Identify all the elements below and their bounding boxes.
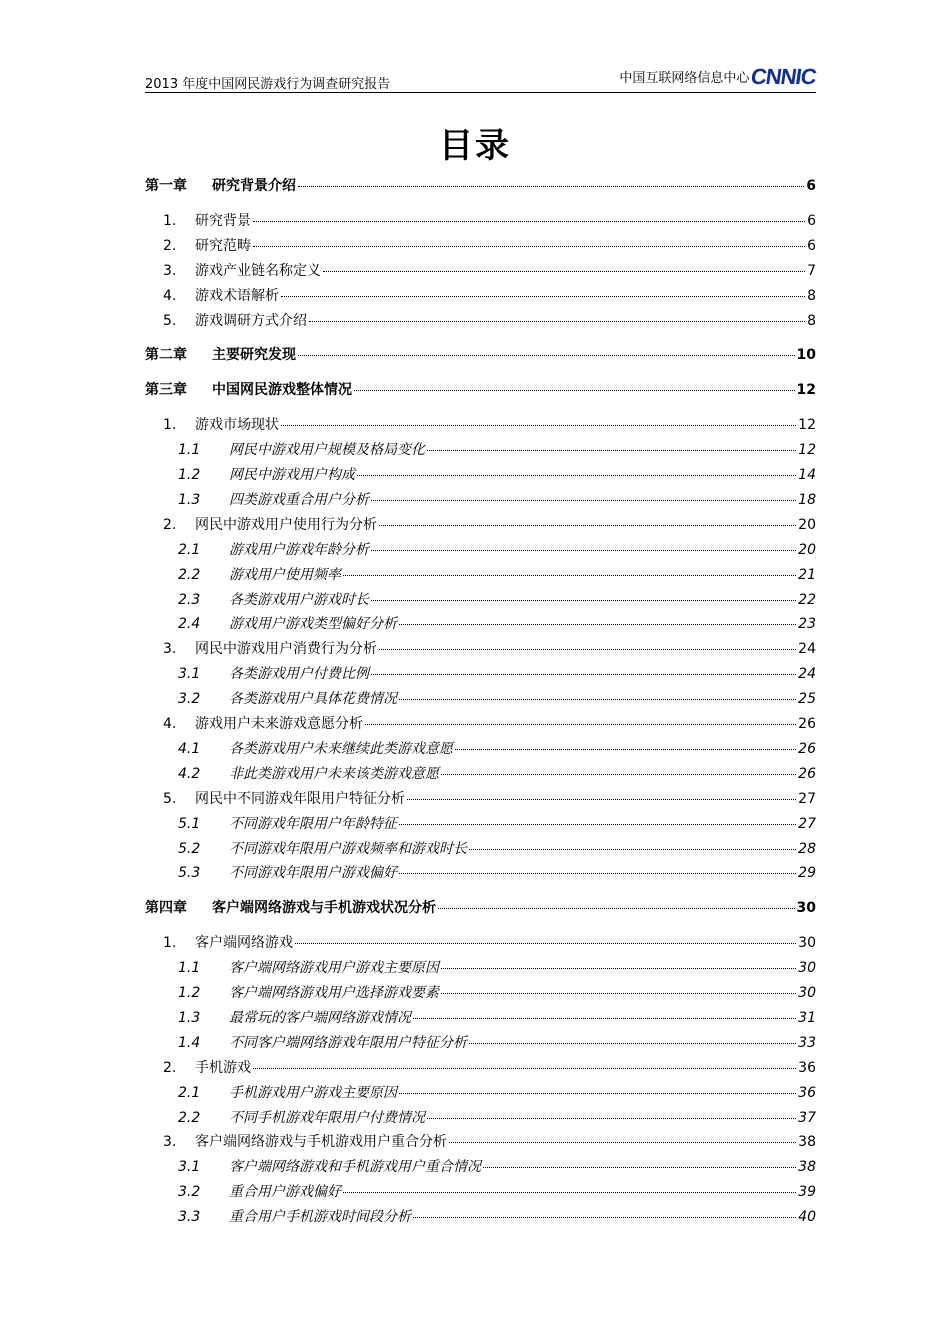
toc-entry-title: 网民中游戏用户消费行为分析 <box>195 641 377 658</box>
toc-dot-leader <box>354 390 795 391</box>
toc-entry-sec[interactable] <box>145 312 816 330</box>
toc-entry-title: 不同手机游戏年限用户付费情况 <box>229 1109 425 1126</box>
toc-dot-leader <box>371 600 796 601</box>
toc-entry-title: 重合用户游戏偏好 <box>229 1184 341 1201</box>
toc-dot-leader <box>407 799 796 800</box>
toc-entry-sec[interactable] <box>145 416 816 434</box>
toc-entry-sec[interactable] <box>145 934 816 952</box>
toc-entry-page: 14 <box>798 467 816 483</box>
toc-entry-page: 7 <box>807 262 816 279</box>
toc-dot-leader <box>309 321 805 322</box>
toc-dot-leader <box>455 749 796 750</box>
toc-entry-title: 游戏用户游戏类型偏好分析 <box>229 616 397 633</box>
toc-dot-leader <box>441 774 796 775</box>
toc-entry-page: 18 <box>798 491 816 508</box>
toc-dot-leader <box>413 1018 796 1019</box>
toc-entry-sub[interactable] <box>145 441 816 459</box>
toc-dot-leader <box>323 271 805 272</box>
toc-entry-number: 5.2 <box>178 840 201 857</box>
toc-entry-title: 手机游戏 <box>195 1059 251 1076</box>
toc-entry-title: 游戏用户使用频率 <box>229 566 341 583</box>
toc-entry-sub[interactable] <box>145 1009 816 1027</box>
toc-entry-title: 各类游戏用户具体花费情况 <box>229 691 397 708</box>
toc-entry-page: 8 <box>807 287 816 304</box>
toc-entry-page: 21 <box>798 566 816 583</box>
toc-entry-page: 23 <box>798 616 816 633</box>
toc-entry-page: 31 <box>798 1009 816 1026</box>
toc-entry-number: 3.1 <box>178 666 201 683</box>
toc-entry-sub[interactable] <box>145 665 816 683</box>
toc-entry-number: 4. <box>163 716 177 732</box>
page-header <box>145 66 816 93</box>
toc-entry-page: 12 <box>798 442 816 459</box>
toc-entry-sub[interactable] <box>145 1158 816 1176</box>
toc-entry-page: 6 <box>806 178 816 194</box>
toc-dot-leader <box>371 500 796 501</box>
toc-entry-chapter[interactable] <box>145 899 816 917</box>
toc-entry-number: 2. <box>163 516 177 533</box>
toc-dot-leader <box>379 525 796 526</box>
toc-entry-number: 1. <box>163 212 177 229</box>
toc-entry-sub[interactable] <box>145 1034 816 1052</box>
toc-dot-leader <box>253 221 805 222</box>
toc-entry-title: 客户端网络游戏与手机游戏状况分析 <box>212 900 436 917</box>
toc-entry-page: 30 <box>796 900 816 917</box>
toc-dot-leader <box>441 993 796 994</box>
toc-entry-number: 1.1 <box>178 442 201 459</box>
toc-entry-page: 20 <box>798 541 816 558</box>
toc-title: 目录 <box>439 126 511 166</box>
toc-entry-number: 4.1 <box>178 740 201 757</box>
toc-entry-title: 游戏用户未来游戏意愿分析 <box>195 716 363 732</box>
toc-entry-page: 6 <box>807 212 816 229</box>
toc-entry-number: 2.1 <box>178 541 201 558</box>
toc-entry-title: 手机游戏用户游戏主要原因 <box>229 1084 397 1101</box>
toc-dot-leader <box>371 550 796 551</box>
toc-entry-page: 30 <box>798 935 816 952</box>
toc-dot-leader <box>413 1217 796 1218</box>
toc-entry-title: 游戏产业链名称定义 <box>195 262 321 279</box>
toc-entry-sec[interactable] <box>145 715 816 733</box>
toc-entry-number: 2.2 <box>178 1109 201 1126</box>
toc-entry-page: 30 <box>798 960 816 977</box>
toc-entry-number: 3.2 <box>178 691 201 708</box>
toc-entry-sub[interactable] <box>145 959 816 977</box>
toc-entry-title: 各类游戏用户未来继续此类游戏意愿 <box>229 740 453 757</box>
toc-entry-page: 36 <box>798 1059 816 1076</box>
toc-dot-leader <box>379 649 796 650</box>
toc-entry-page: 39 <box>798 1184 816 1201</box>
toc-entry-title: 研究背景介绍 <box>212 178 296 194</box>
toc-dot-leader <box>343 1192 796 1193</box>
toc-entry-title: 四类游戏重合用户分析 <box>229 491 369 508</box>
toc-entry-number: 3. <box>163 262 177 279</box>
toc-entry-title: 各类游戏用户游戏时长 <box>229 591 369 608</box>
toc-entry-number: 第二章 <box>145 347 187 364</box>
toc-entry-sub[interactable] <box>145 690 816 708</box>
toc-dot-leader <box>449 1142 796 1143</box>
toc-entry-number: 2. <box>163 1059 177 1076</box>
toc-dot-leader <box>399 699 796 700</box>
toc-entry-sub[interactable] <box>145 1183 816 1201</box>
toc-entry-page: 22 <box>798 591 816 608</box>
toc-entry-number: 2.1 <box>178 1084 201 1101</box>
toc-dot-leader <box>399 824 796 825</box>
toc-entry-sub[interactable] <box>145 864 816 882</box>
toc-entry-page: 27 <box>798 790 816 807</box>
toc-entry-sub[interactable] <box>145 591 816 609</box>
toc-dot-leader <box>438 908 795 909</box>
toc-entry-number: 3. <box>163 641 177 658</box>
toc-entry-title: 网民中游戏用户构成 <box>229 467 355 483</box>
toc-entry-page: 12 <box>796 382 816 399</box>
toc-entry-number: 2.3 <box>178 591 201 608</box>
toc-entry-sec[interactable] <box>145 790 816 808</box>
toc-dot-leader <box>441 968 796 969</box>
toc-entry-number: 1.3 <box>178 1009 201 1026</box>
toc-entry-sub[interactable] <box>145 765 816 783</box>
toc-entry-page: 20 <box>798 516 816 533</box>
toc-entry-title: 不同游戏年限用户游戏偏好 <box>229 865 397 882</box>
toc-entry-page: 26 <box>798 740 816 757</box>
toc-entry-page: 36 <box>798 1084 816 1101</box>
toc-entry-title: 客户端网络游戏用户游戏主要原因 <box>229 960 439 977</box>
toc-entry-chapter[interactable] <box>145 381 816 399</box>
toc-entry-sec[interactable] <box>145 212 816 230</box>
toc-dot-leader <box>427 450 796 451</box>
toc-entry-title: 研究背景 <box>195 212 251 229</box>
toc-entry-title: 研究范畴 <box>195 237 251 254</box>
toc-dot-leader <box>253 246 805 247</box>
toc-entry-title: 非此类游戏用户未来该类游戏意愿 <box>229 765 439 782</box>
toc-dot-leader <box>483 1167 796 1168</box>
toc-entry-sub[interactable] <box>145 541 816 559</box>
toc-dot-leader <box>371 674 796 675</box>
toc-entry-number: 5. <box>163 790 177 807</box>
header-org <box>619 66 816 88</box>
toc-entry-page: 24 <box>798 641 816 658</box>
toc-entry-page: 38 <box>798 1134 816 1151</box>
toc-entry-page: 26 <box>798 765 816 782</box>
toc-dot-leader <box>253 1068 796 1069</box>
toc-entry-sec[interactable] <box>145 640 816 658</box>
toc-entry-number: 2. <box>163 237 177 254</box>
toc-dot-leader <box>365 724 796 725</box>
toc-dot-leader <box>427 1118 796 1119</box>
toc-entry-page: 40 <box>798 1209 816 1226</box>
report-title: 2013 年度中国网民游戏行为调查研究报告 <box>145 77 391 92</box>
toc-entry-page: 8 <box>807 312 816 329</box>
toc-dot-leader <box>399 873 796 874</box>
toc-entry-title: 各类游戏用户付费比例 <box>229 666 369 683</box>
toc-entry-number: 3.1 <box>178 1159 201 1176</box>
toc-entry-title: 不同游戏年限用户年龄特征 <box>229 815 397 832</box>
toc-dot-leader <box>469 1043 796 1044</box>
toc-entry-page: 38 <box>798 1159 816 1176</box>
toc-entry-page: 12 <box>798 417 816 434</box>
toc-dot-leader <box>469 849 796 850</box>
toc-entry-number: 第一章 <box>145 178 187 194</box>
toc-entry-number: 5.1 <box>178 815 201 832</box>
toc-dot-leader <box>281 296 805 297</box>
toc-entry-page: 33 <box>798 1034 816 1051</box>
toc-entry-sub[interactable] <box>145 1109 816 1127</box>
toc-dot-leader <box>298 355 795 356</box>
toc-dot-leader <box>399 1093 796 1094</box>
toc-entry-page: 25 <box>798 691 816 708</box>
toc-entry-sec[interactable] <box>145 262 816 280</box>
toc-entry-sub[interactable] <box>145 491 816 509</box>
toc-entry-sec[interactable] <box>145 237 816 255</box>
toc-entry-title: 游戏用户游戏年龄分析 <box>229 541 369 558</box>
toc-entry-title: 主要研究发现 <box>212 347 296 364</box>
toc-entry-number: 4. <box>163 287 177 304</box>
toc-entry-title: 不同客户端网络游戏年限用户特征分析 <box>229 1034 467 1051</box>
toc-entry-number: 3.3 <box>178 1209 201 1226</box>
toc-dot-leader <box>298 186 804 187</box>
toc-entry-sub[interactable] <box>145 566 816 584</box>
toc-entry-title: 游戏调研方式介绍 <box>195 312 307 329</box>
toc-entry-number: 5.3 <box>178 865 201 882</box>
toc-entry-page: 28 <box>798 840 816 857</box>
toc-entry-page: 29 <box>798 865 816 882</box>
toc-entry-title: 客户端网络游戏与手机游戏用户重合分析 <box>195 1134 447 1151</box>
toc-entry-title: 网民中游戏用户使用行为分析 <box>195 516 377 533</box>
toc-entry-sec[interactable] <box>145 1059 816 1077</box>
toc-dot-leader <box>357 475 796 476</box>
toc-entry-page: 24 <box>798 666 816 683</box>
cnnic-logo: CNNIC <box>749 64 818 89</box>
toc-entry-title: 网民中游戏用户规模及格局变化 <box>229 442 425 459</box>
toc-entry-title: 重合用户手机游戏时间段分析 <box>229 1209 411 1226</box>
toc-entry-title: 最常玩的客户端网络游戏情况 <box>229 1009 411 1026</box>
toc-entry-number: 1.3 <box>178 491 201 508</box>
toc-entry-page: 37 <box>798 1109 816 1126</box>
toc-entry-page: 6 <box>807 237 816 254</box>
toc-entry-number: 1.2 <box>178 467 201 483</box>
toc-entry-page: 26 <box>798 716 816 732</box>
toc-entry-page: 10 <box>796 347 816 364</box>
toc-entry-number: 4.2 <box>178 765 201 782</box>
toc-entry-sec[interactable] <box>145 516 816 534</box>
toc-dot-leader <box>281 425 796 426</box>
toc-entry-sec[interactable] <box>145 287 816 305</box>
toc-entry-chapter[interactable] <box>145 177 816 195</box>
toc-dot-leader <box>295 943 796 944</box>
toc-entry-number: 1.2 <box>178 985 201 1001</box>
toc-entry-number: 第四章 <box>145 900 187 917</box>
toc-entry-sub[interactable] <box>145 740 816 758</box>
toc-entry-title: 游戏术语解析 <box>195 287 279 304</box>
toc-entry-sub[interactable] <box>145 615 816 633</box>
toc-entry-title: 不同游戏年限用户游戏频率和游戏时长 <box>229 840 467 857</box>
toc-entry-sub[interactable] <box>145 466 816 484</box>
toc-entry-number: 第三章 <box>145 382 187 399</box>
toc-entry-number: 1.4 <box>178 1034 201 1051</box>
toc-entry-number: 2.4 <box>178 616 201 633</box>
toc-entry-number: 1.1 <box>178 960 201 977</box>
toc-entry-sec[interactable] <box>145 1133 816 1151</box>
toc-entry-title: 客户端网络游戏用户选择游戏要素 <box>229 985 439 1001</box>
toc-entry-number: 1. <box>163 417 177 434</box>
toc-dot-leader <box>399 624 796 625</box>
toc-entry-page: 30 <box>798 985 816 1001</box>
toc-entry-sub[interactable] <box>145 815 816 833</box>
toc-entry-sub[interactable] <box>145 1208 816 1226</box>
toc-entry-title: 网民中不同游戏年限用户特征分析 <box>195 790 405 807</box>
toc-entry-sub[interactable] <box>145 984 816 1002</box>
toc-dot-leader <box>343 575 796 576</box>
toc-entry-number: 1. <box>163 935 177 952</box>
toc-entry-title: 游戏市场现状 <box>195 417 279 434</box>
org-name: 中国互联网络信息中心 <box>619 71 750 86</box>
toc-entry-title: 客户端网络游戏和手机游戏用户重合情况 <box>229 1159 481 1176</box>
toc-entry-sub[interactable] <box>145 840 816 858</box>
toc-entry-chapter[interactable] <box>145 346 816 364</box>
toc-entry-number: 2.2 <box>178 566 201 583</box>
toc-entry-sub[interactable] <box>145 1084 816 1102</box>
toc-entry-number: 3. <box>163 1134 177 1151</box>
toc-entry-page: 27 <box>798 815 816 832</box>
toc-entry-title: 中国网民游戏整体情况 <box>212 382 352 399</box>
toc-entry-number: 5. <box>163 312 177 329</box>
toc-entry-title: 客户端网络游戏 <box>195 935 293 952</box>
toc-entry-number: 3.2 <box>178 1184 201 1201</box>
